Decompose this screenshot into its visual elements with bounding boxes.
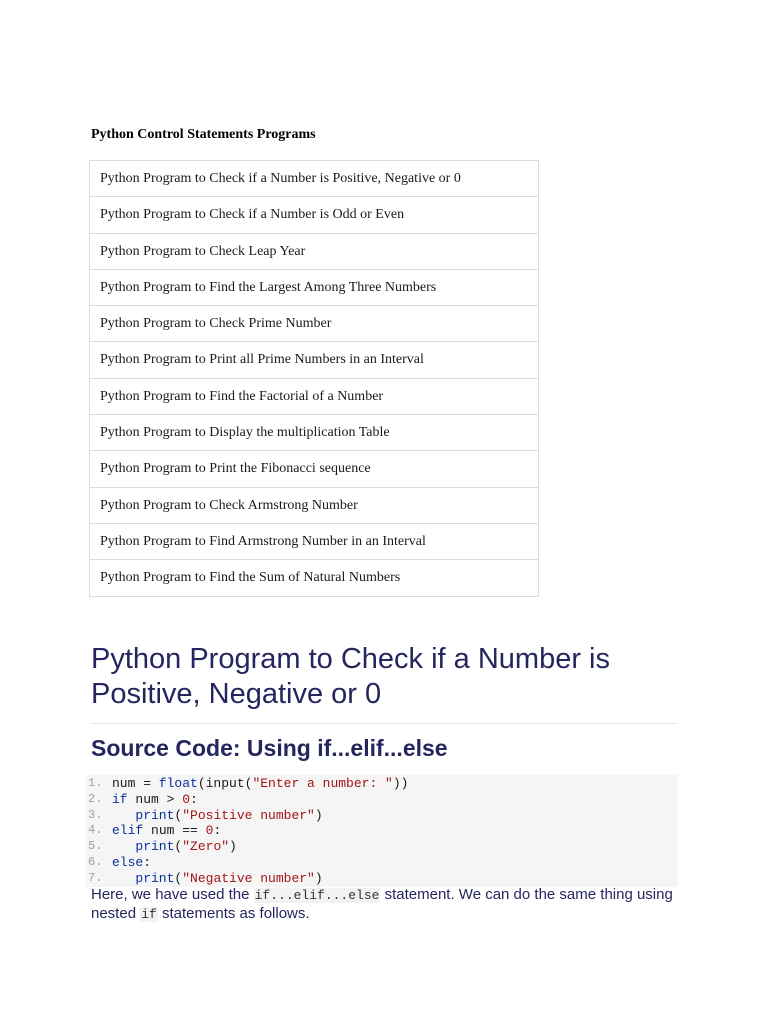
inline-code: if...elif...else <box>254 888 380 903</box>
program-link[interactable]: Python Program to Find the Sum of Natural Numbers <box>90 560 538 596</box>
code-builtin: print <box>135 807 175 823</box>
code-indent <box>112 839 135 854</box>
code-token: num > <box>127 791 183 807</box>
program-link[interactable]: Python Program to Check if a Number is Positive, Negative or 0 <box>90 161 538 197</box>
code-token: : <box>143 854 152 870</box>
line-number: 3. <box>88 807 103 822</box>
code-token: ( <box>174 839 183 855</box>
source-code-heading: Source Code: Using if...elif...else <box>91 735 448 761</box>
title-divider <box>90 723 678 724</box>
inline-code: if <box>141 907 157 922</box>
code-line <box>86 839 678 855</box>
code-line <box>86 871 678 887</box>
code-string: "Negative number" <box>182 870 315 886</box>
code-token: ) <box>314 870 323 886</box>
code-number: 0 <box>205 823 214 839</box>
code-line <box>86 792 678 808</box>
line-number: 2. <box>88 791 103 806</box>
code-token: )) <box>392 776 409 791</box>
program-list <box>89 160 539 597</box>
code-token: ( <box>174 807 183 823</box>
program-link[interactable]: Python Program to Check Prime Number <box>90 306 538 342</box>
line-number: 1. <box>88 776 103 790</box>
code-block[interactable] <box>86 775 678 887</box>
code-string: "Positive number" <box>182 807 315 823</box>
code-line <box>86 776 678 792</box>
explanation-paragraph <box>91 886 691 924</box>
code-token: ) <box>229 839 237 855</box>
code-builtin: print <box>135 870 175 886</box>
code-indent <box>112 871 135 886</box>
toc-title: Python Control Statements Programs <box>91 127 316 142</box>
code-token: num = <box>112 776 159 791</box>
program-link[interactable]: Python Program to Print the Fibonacci sequence <box>90 451 538 487</box>
line-number: 4. <box>88 823 103 838</box>
code-token: : <box>213 823 222 839</box>
paragraph-text: statements as follows. <box>157 905 310 922</box>
paragraph-text: Here, we have used the <box>91 886 254 903</box>
line-number: 7. <box>88 870 103 885</box>
code-line <box>86 823 678 839</box>
program-link[interactable]: Python Program to Check Armstrong Number <box>90 488 538 524</box>
line-number: 6. <box>88 854 103 869</box>
code-token: ( <box>174 870 183 886</box>
code-token: ) <box>314 807 323 823</box>
code-keyword: elif <box>112 823 144 839</box>
code-string: "Enter a number: " <box>252 776 393 791</box>
code-builtin: float <box>158 776 198 791</box>
program-link[interactable]: Python Program to Print all Prime Numbers in an Interval <box>90 342 538 378</box>
program-link[interactable]: Python Program to Check if a Number is Odd or Even <box>90 197 538 233</box>
code-token: (input( <box>197 776 253 791</box>
code-token: : <box>190 791 198 807</box>
code-line <box>86 855 678 871</box>
line-number: 5. <box>88 839 103 854</box>
program-link[interactable]: Python Program to Find Armstrong Number in an Interval <box>90 524 538 560</box>
code-keyword: else <box>112 854 144 870</box>
code-builtin: print <box>135 839 175 855</box>
code-string: "Zero" <box>182 839 230 855</box>
program-link[interactable]: Python Program to Check Leap Year <box>90 234 538 270</box>
code-token: num == <box>143 823 206 839</box>
code-indent <box>112 808 135 823</box>
code-keyword: if <box>112 791 128 807</box>
program-link[interactable]: Python Program to Display the multiplication Table <box>90 415 538 451</box>
article-title: Python Program to Check if a Number is Positive, Negative or 0 <box>91 643 610 710</box>
code-line <box>86 808 678 824</box>
program-link[interactable]: Python Program to Find the Factorial of a Number <box>90 379 538 415</box>
code-number: 0 <box>182 791 191 807</box>
paragraph-text: statement. We can do the same thing using nested <box>91 886 673 922</box>
program-link[interactable]: Python Program to Find the Largest Among Three Numbers <box>90 270 538 306</box>
